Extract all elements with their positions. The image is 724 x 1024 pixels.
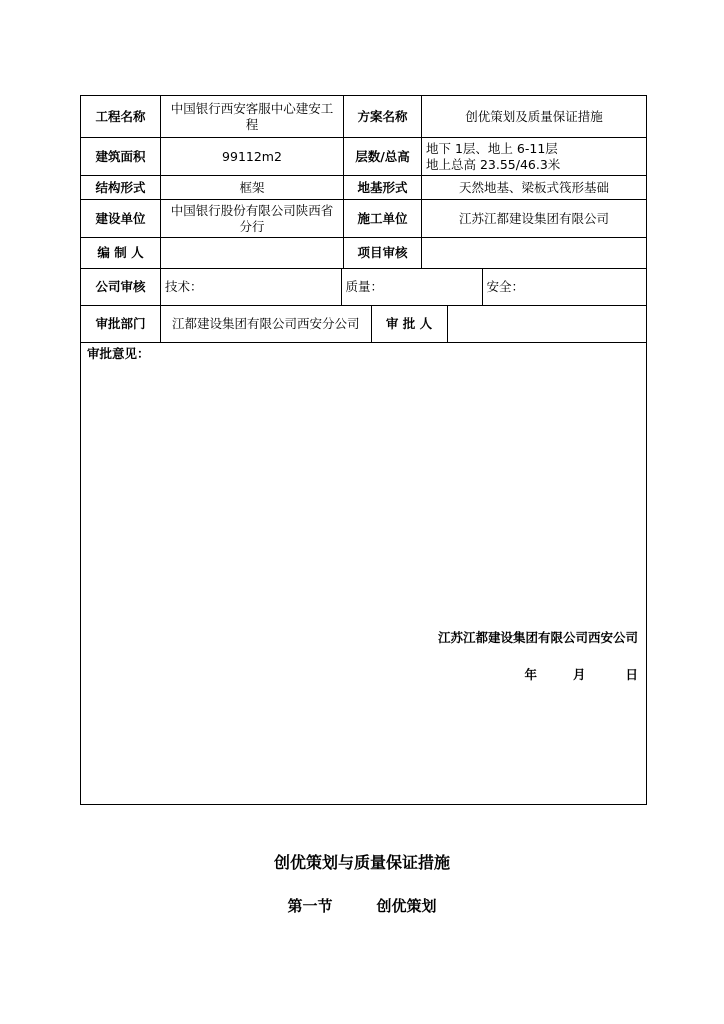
foundation-value: 天然地基、梁板式筏形基础 [422, 176, 647, 200]
structure-label: 结构形式 [81, 176, 161, 200]
plan-name-value: 创优策划及质量保证措施 [422, 96, 647, 138]
review-label: 项目审核 [344, 238, 422, 269]
opinion-company: 江苏江都建设集团有限公司西安公司 [437, 630, 638, 645]
approval-dept-value: 江都建设集团有限公司西安分公司 [171, 316, 360, 331]
floors-value [422, 138, 647, 176]
approval-form-table [80, 95, 647, 805]
floors-value-line1: 地下 1层、地上 6-11层 [426, 140, 558, 156]
foundation-label: 地基形式 [344, 176, 422, 200]
row-owner [81, 200, 647, 238]
owner-label: 建设单位 [81, 200, 161, 238]
contractor-value: 江苏江都建设集团有限公司 [422, 200, 647, 238]
editor-value [161, 238, 344, 269]
owner-value: 中国银行股份有限公司陕西省分行 [161, 200, 344, 238]
opinion-date [524, 667, 638, 683]
section-title: 创优策划 [376, 897, 437, 915]
approval-dept-subtable [161, 306, 646, 342]
contractor-label: 施工单位 [344, 200, 422, 238]
project-name-value: 中国银行西安客服中心建安工程 [161, 96, 344, 138]
review-value [422, 238, 647, 269]
row-approval-dept [81, 306, 647, 343]
row-building-area [81, 138, 647, 176]
floors-label: 层数/总高 [344, 138, 422, 176]
project-name-label: 工程名称 [81, 96, 161, 138]
row-structure [81, 176, 647, 200]
section-number: 第一节 [287, 897, 333, 915]
date-year: 年 [524, 667, 537, 682]
document-title: 创优策划与质量保证措施 [273, 853, 450, 872]
date-month: 月 [572, 667, 586, 682]
safety-label: 安全： [482, 269, 646, 305]
quality-label: 质量： [341, 269, 482, 305]
row-company-review [81, 269, 647, 306]
company-review-cell [161, 269, 647, 306]
approver-value [447, 306, 646, 342]
approval-dept-cell [161, 306, 647, 343]
approver-label: 审 批 人 [371, 306, 447, 342]
building-area-label: 建筑面积 [81, 138, 161, 176]
tech-label: 技术： [165, 279, 203, 294]
plan-name-label: 方案名称 [344, 96, 422, 138]
opinion-label: 审批意见： [87, 346, 150, 361]
company-review-subtable [161, 269, 646, 305]
row-opinion [81, 343, 647, 805]
company-review-label: 公司审核 [81, 269, 161, 306]
editor-label: 编 制 人 [81, 238, 161, 269]
row-editor [81, 238, 647, 269]
section-heading [0, 895, 724, 916]
opinion-cell [81, 343, 647, 805]
building-area-value: 99112m2 [161, 138, 344, 176]
date-day: 日 [625, 667, 638, 682]
approval-dept-label: 审批部门 [81, 306, 161, 343]
row-project-name [81, 96, 647, 138]
structure-value: 框架 [161, 176, 344, 200]
floors-value-line2: 地上总高 23.55/46.3米 [426, 156, 561, 172]
